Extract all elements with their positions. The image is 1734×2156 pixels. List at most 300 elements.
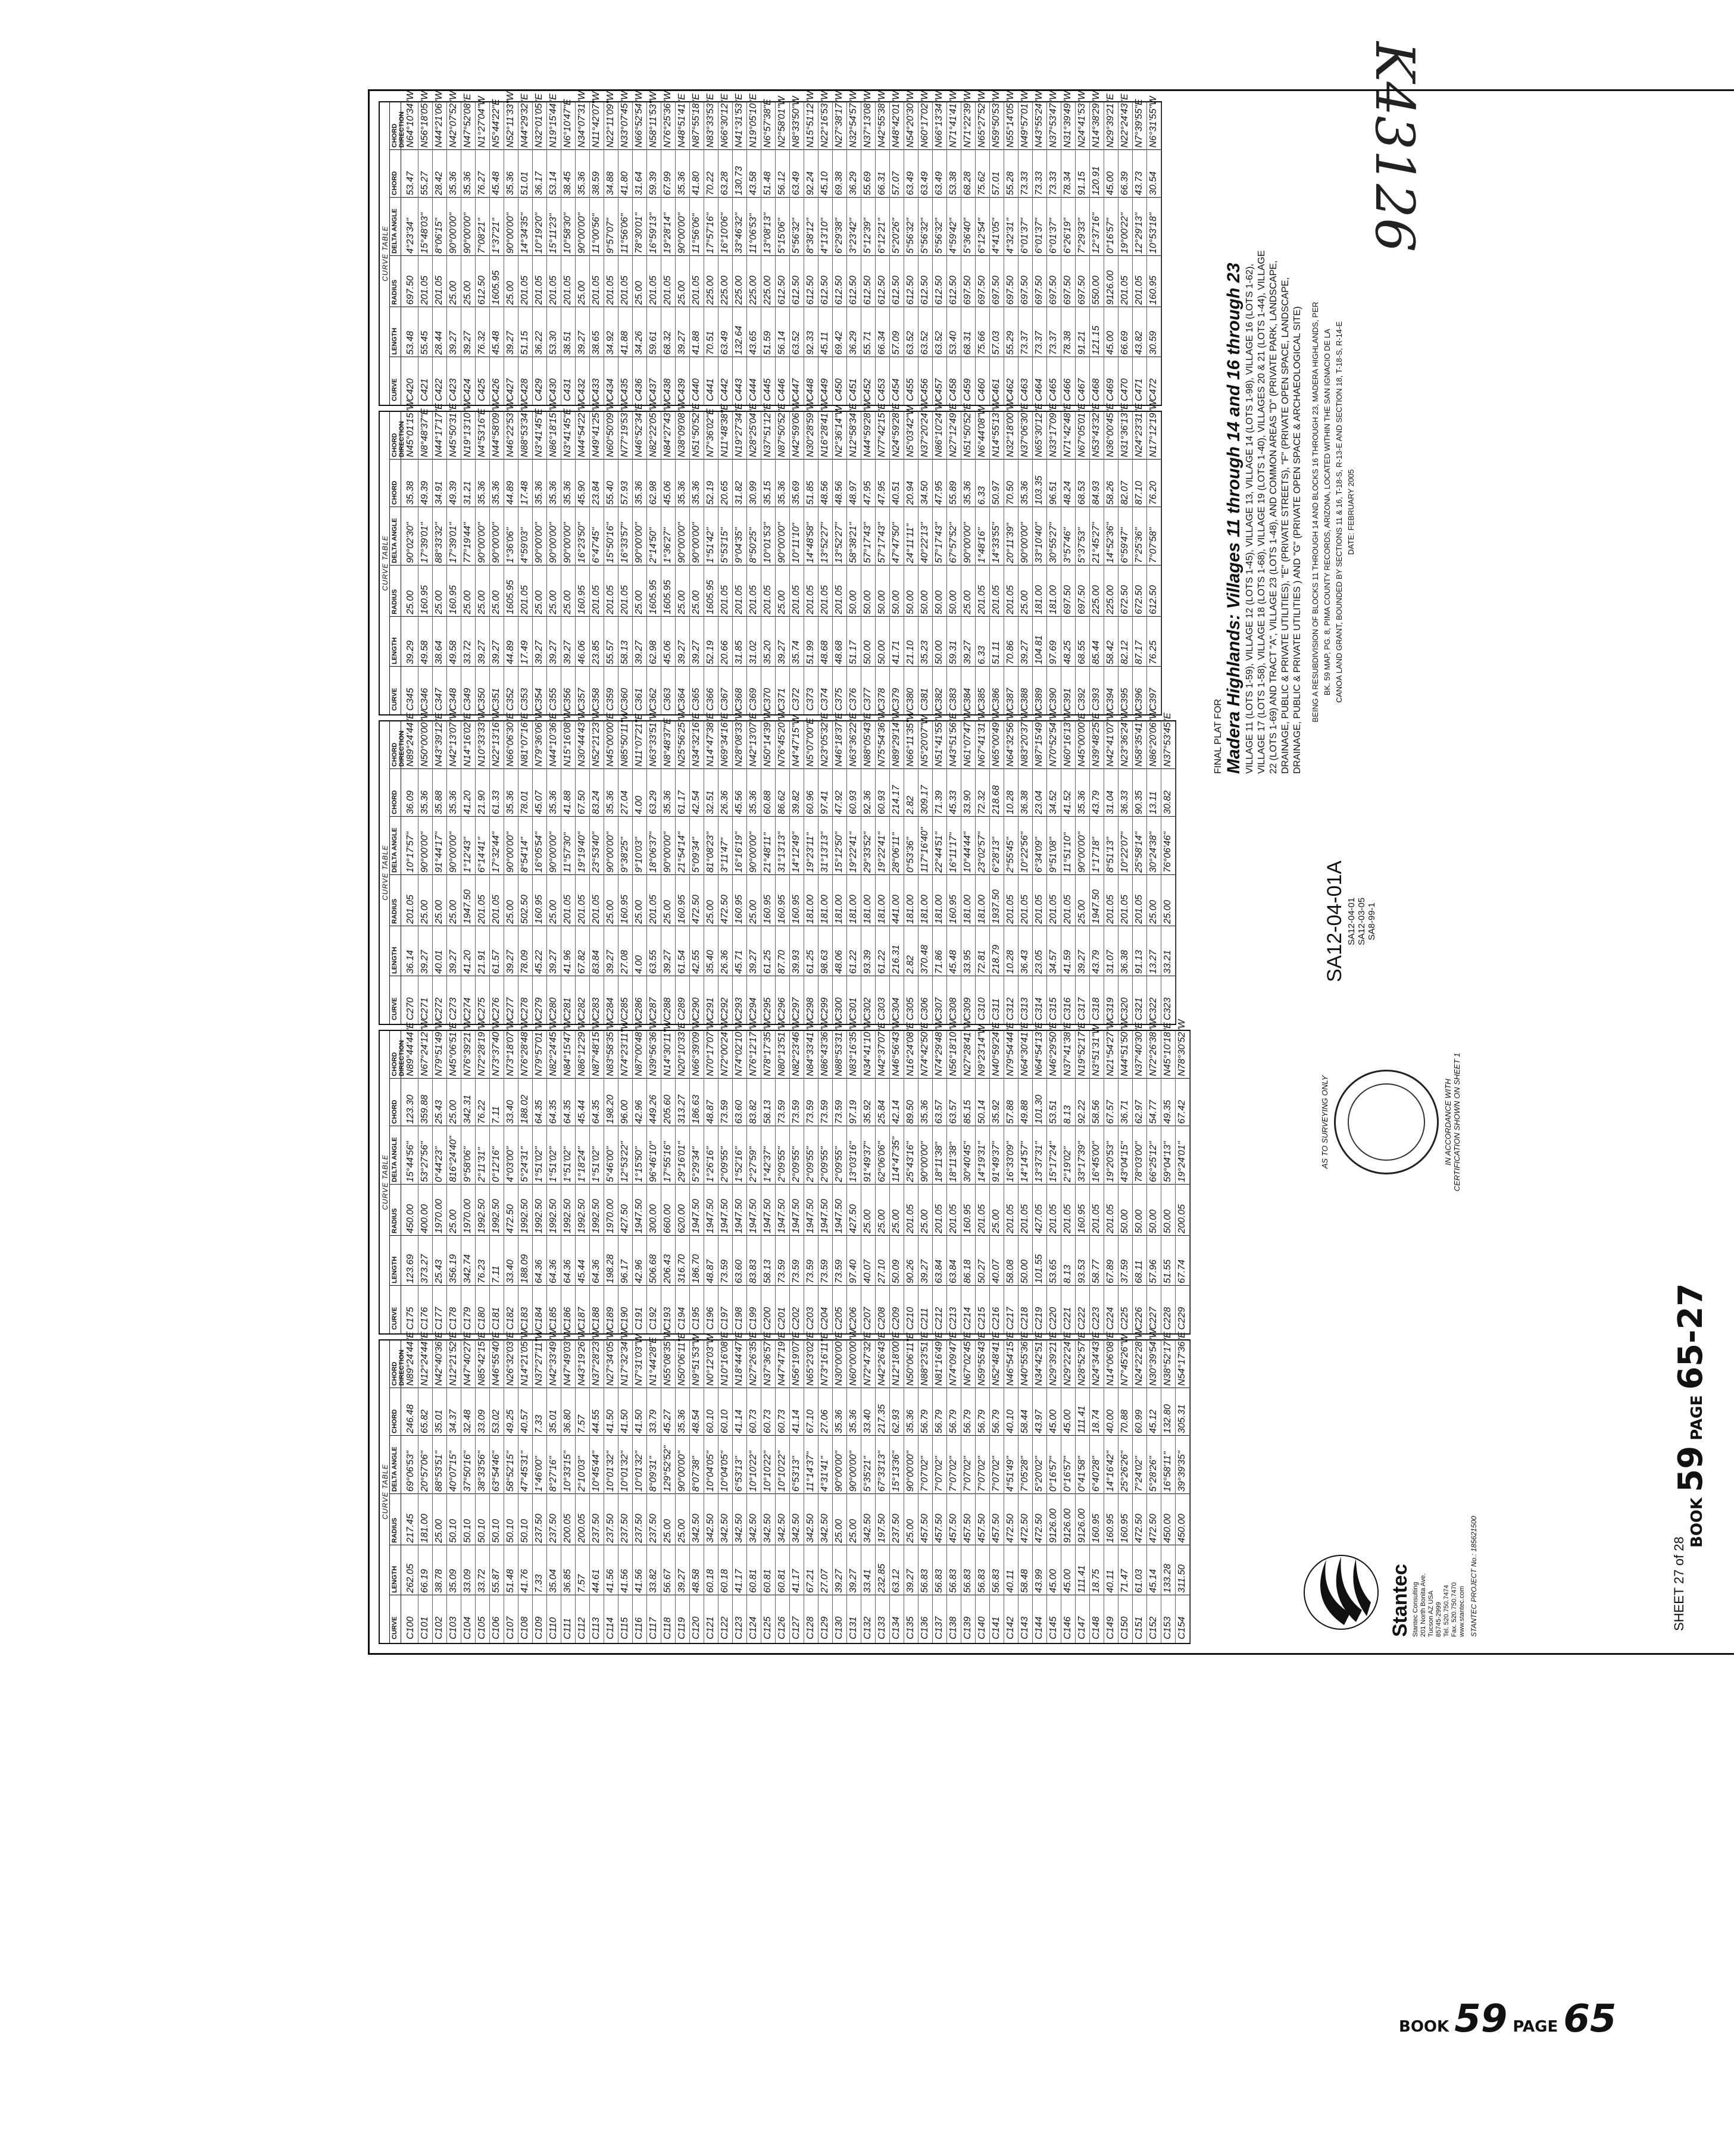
table-cell: 96.17 (620, 1259, 630, 1283)
table-row (1104, 403, 1118, 714)
table-cell: 181.00 (834, 895, 844, 924)
table-cell: 1947.50 (691, 1199, 701, 1233)
table-cell: N78°30'52"W (1177, 1019, 1187, 1076)
table-cell: 62.98 (648, 640, 658, 664)
table-cell: 49.88 (1020, 1099, 1030, 1124)
table-cell: N55°08'35"W (663, 1329, 673, 1386)
table-cell: 60.18 (705, 1568, 716, 1593)
table-cell: 23.85 (591, 640, 601, 664)
table-cell: 78°30'01" (634, 213, 644, 254)
table-row (846, 1019, 861, 1333)
table-cell: N12°21'52"E (448, 1332, 458, 1386)
table-cell: 39.27 (848, 1568, 858, 1593)
table-cell: 6°01'37" (1034, 218, 1044, 254)
column-header: LENGTH (391, 1256, 398, 1283)
table-cell: N79°36'06"W (534, 710, 544, 767)
table-cell: 35.36 (420, 790, 430, 814)
table-cell: 60.10 (720, 1409, 730, 1433)
table-cell: 31.82 (734, 480, 744, 505)
table-cell: 25.43 (434, 1259, 444, 1283)
table-cell: 47°47'50" (891, 522, 901, 563)
table-cell: 7.57 (577, 1574, 587, 1593)
table-cell: N37°13'08"W (863, 90, 873, 148)
table-row (689, 403, 704, 714)
table-cell: 39.27 (834, 1568, 844, 1593)
table-cell: 10°44'44" (963, 832, 973, 873)
table-cell: 78.09 (520, 949, 530, 974)
table-cell: 87.10 (1134, 480, 1144, 505)
table-cell: 11°56'06" (691, 213, 701, 254)
table-cell: 201.05 (1005, 1204, 1016, 1233)
table-row (489, 1019, 504, 1333)
table-cell: 612.50 (1148, 585, 1158, 614)
table-row (875, 710, 890, 1024)
table-cell: 2°27'59" (748, 1146, 758, 1182)
table-cell: C181 (491, 1307, 501, 1330)
table-cell: 67°57'52" (948, 522, 958, 563)
table-cell: 71.47 (1120, 1568, 1130, 1593)
book-page-stamp-side: BOOK 59 PAGE 65-27 (1671, 1283, 1710, 1548)
table-cell: 160.95 (1120, 1514, 1130, 1543)
table-cell: 25.00 (420, 899, 430, 924)
table-cell: N89°29'14"W (891, 710, 901, 767)
table-cell: 697.50 (991, 276, 1001, 305)
table-cell: N71°42'48"E (1063, 403, 1073, 457)
table-cell: 15°11'23" (548, 213, 558, 254)
table-cell: 201.05 (1134, 276, 1144, 305)
table-cell: 55.69 (863, 171, 873, 195)
table-cell: 19°22'41" (848, 832, 858, 873)
table-row (875, 90, 890, 405)
table-cell: 42.96 (634, 1259, 644, 1283)
table-cell: 117°16'40" (920, 827, 930, 873)
table-cell: C429 (534, 378, 544, 401)
table-cell: 37°50'16" (463, 1451, 473, 1492)
table-cell: 38.78 (434, 1568, 444, 1593)
table-cell: 39.27 (448, 949, 458, 974)
table-cell: 6°26'19" (1063, 218, 1073, 254)
table-cell: C104 (463, 1616, 473, 1639)
table-row (775, 1019, 790, 1333)
table-cell: 49.58 (420, 640, 430, 664)
table-cell: 502.50 (520, 895, 530, 924)
table-cell: N65°30'12"E (1034, 403, 1044, 457)
table-row (504, 1019, 518, 1333)
table-cell: 33.82 (648, 1568, 658, 1593)
table-cell: 10°22'07" (1120, 832, 1130, 873)
table-cell: N43°51'56"E (948, 713, 958, 767)
table-cell: N65°00'49"W (991, 710, 1001, 767)
table-cell: 7°07'58" (1148, 527, 1158, 563)
table-row (475, 710, 490, 1024)
table-row (1018, 710, 1033, 1024)
table-cell: 17.49 (520, 640, 530, 664)
table-cell: C349 (463, 688, 473, 711)
table-row (875, 1022, 890, 1333)
table-cell: 25.00 (863, 1209, 873, 1233)
table-cell: N16°28'41"W (820, 400, 830, 457)
table-cell: 4°31'41" (820, 1456, 830, 1492)
table-cell: 63.84 (948, 1259, 958, 1283)
table-cell: N66°13'34"W (934, 90, 944, 148)
table-cell: 201.05 (563, 895, 573, 924)
table-cell: C370 (763, 688, 773, 711)
table-cell: 56.83 (934, 1568, 944, 1593)
table-cell: 62°06'06" (877, 1141, 887, 1182)
table-row (704, 1019, 718, 1333)
table-cell: 201.05 (1063, 895, 1073, 924)
table-cell: C362 (648, 688, 658, 711)
table-row (961, 403, 976, 714)
table-cell: 73.33 (1020, 171, 1030, 195)
table-cell: 457.50 (934, 1514, 944, 1543)
table-cell: N64°10'34"W (405, 90, 415, 148)
table-cell: 41.50 (605, 1409, 616, 1433)
table-cell: N28°52'57"E (1077, 1332, 1087, 1386)
table-cell: C297 (791, 997, 801, 1020)
table-cell: 25.00 (434, 590, 444, 614)
table-cell: 25°58'14" (1134, 832, 1144, 873)
table-cell: 17°39'01" (420, 522, 430, 563)
table-cell: C436 (634, 378, 644, 401)
table-cell: 78.34 (1063, 171, 1073, 195)
table-cell: 85.44 (1091, 640, 1101, 664)
table-cell: N31°36'13"E (1120, 403, 1130, 457)
table-cell: 41.14 (734, 1409, 744, 1433)
seal-caption-line: CERTIFICATION SHOWN ON SHEET 1 (1452, 1052, 1461, 1192)
table-cell: 4°32'31" (1005, 218, 1016, 254)
table-cell: N46°29'50"E (1048, 1022, 1058, 1076)
table-cell: 201.05 (1091, 1204, 1101, 1233)
table-cell: 21.10 (905, 640, 916, 664)
table-cell: 7°05'28" (1020, 1456, 1030, 1492)
table-cell: 76°06'46" (1163, 832, 1173, 873)
table-cell: 201.05 (805, 585, 816, 614)
table-cell: C142 (1005, 1616, 1016, 1639)
table-cell: 201.05 (820, 585, 830, 614)
table-cell: 13.11 (1148, 791, 1158, 814)
table-cell: N44°59'28"W (863, 400, 873, 457)
table-cell: 21.91 (477, 949, 487, 974)
table-cell: C136 (920, 1616, 930, 1639)
table-cell: 1605.95 (505, 580, 515, 614)
table-cell: 25.00 (448, 899, 458, 924)
table-cell: 35.36 (848, 1409, 858, 1433)
table-cell: 101.30 (1034, 1095, 1044, 1124)
table-cell: 237.50 (548, 1514, 558, 1543)
table-cell: 10°10'22" (763, 1451, 773, 1492)
table-row (932, 1332, 947, 1643)
table-cell: 39.29 (405, 640, 415, 664)
table-cell: N27°26'35"E (748, 1332, 758, 1386)
table-row (946, 90, 961, 405)
column-header: DELTA ANGLE (391, 1446, 398, 1492)
table-cell: 45.71 (734, 949, 744, 974)
table-cell: C304 (891, 997, 901, 1020)
project-title: Madera Highlands: Villages 11 through 14 and 16 through 23 (1224, 263, 1244, 774)
table-cell: 11°14'37" (805, 1451, 816, 1492)
table-cell: 73.37 (1034, 330, 1044, 355)
table-cell: 57.01 (991, 171, 1001, 195)
table-cell: 20.66 (720, 640, 730, 664)
table-cell: 262.05 (405, 1564, 415, 1593)
table-cell: C323 (1163, 997, 1173, 1020)
table-row (418, 408, 433, 714)
firm-line: Tucson AZ USA (1427, 1591, 1435, 1637)
table-cell: 55.45 (420, 330, 430, 355)
table-cell: 18.75 (1091, 1568, 1101, 1593)
table-cell: 1°26'16" (705, 1146, 716, 1182)
table-row (589, 1019, 604, 1333)
table-row (1132, 403, 1147, 714)
table-cell: 237.50 (620, 1514, 630, 1543)
table-cell: N46°56'43"W (891, 1019, 901, 1076)
table-cell: 83.82 (748, 1099, 758, 1124)
table-cell: C222 (1077, 1307, 1087, 1330)
table-cell: 201.05 (1034, 895, 1044, 924)
table-cell: 49.35 (1163, 1099, 1173, 1124)
table-cell: 10°10'22" (777, 1451, 787, 1492)
table-cell: N24°59'28"E (891, 403, 901, 457)
table-cell: 13°03'16" (848, 1141, 858, 1182)
table-cell: 43.65 (748, 330, 758, 355)
table-cell: C430 (548, 378, 558, 401)
table-cell: 198.20 (605, 1095, 616, 1124)
table-cell: 40°07'15" (448, 1451, 458, 1492)
table-cell: N39°48'25"E (1091, 713, 1101, 767)
table-cell: 25.00 (563, 590, 573, 614)
table-cell: C443 (734, 378, 744, 401)
table-cell: N4°47'15"W (791, 715, 801, 767)
table-cell: 29°16'01" (677, 1141, 687, 1182)
book-number: 59 (1454, 1997, 1508, 2041)
table-cell: 51.59 (763, 330, 773, 355)
table-cell: N14°06'08"E (1105, 1332, 1116, 1386)
table-cell: C150 (1120, 1616, 1130, 1639)
table-cell: 30.82 (1163, 790, 1173, 814)
table-cell: N37°27'11"W (534, 1330, 544, 1386)
table-cell: 39°39'35" (1177, 1451, 1187, 1492)
table-cell: C283 (591, 997, 601, 1020)
table-row (775, 710, 790, 1024)
table-cell: 33.90 (963, 790, 973, 814)
table-cell: 25.00 (905, 1518, 916, 1543)
table-cell: 472.50 (720, 895, 730, 924)
table-cell: C103 (448, 1616, 458, 1639)
table-cell: 697.50 (1005, 276, 1016, 305)
table-cell: 51.11 (991, 641, 1001, 664)
table-cell: C294 (748, 997, 758, 1020)
table-cell: N14°55'13"W (991, 400, 1001, 457)
table-cell: N43°55'24"W (1034, 90, 1044, 148)
table-cell: 45.48 (948, 949, 958, 974)
table-cell: 98.63 (820, 949, 830, 974)
table-cell: 67°33'13" (877, 1451, 887, 1492)
table-cell: 41.52 (1063, 790, 1073, 814)
table-row (989, 90, 1004, 405)
table-cell: 6°53'13" (734, 1456, 744, 1492)
table-cell: C441 (705, 378, 716, 401)
table-cell: C380 (905, 688, 916, 711)
column-header: RADIUS (391, 279, 398, 305)
table-cell: C384 (963, 688, 973, 711)
table-cell: C389 (1034, 688, 1044, 711)
table-cell: 160.95 (620, 895, 630, 924)
table-cell: C387 (1005, 688, 1016, 711)
table-row (632, 403, 647, 714)
table-cell: C146 (1063, 1616, 1073, 1639)
table-cell: N11°42'07"W (591, 92, 601, 148)
table-cell: 51.55 (1163, 1259, 1173, 1283)
table-cell: 41.88 (563, 790, 573, 814)
table-row (446, 403, 461, 714)
table-cell: 10°17'57" (405, 832, 415, 873)
table-cell: 8°06'15" (434, 218, 444, 254)
table-cell: 201.05 (1120, 895, 1130, 924)
table-cell: N29°39'21"E (1048, 1332, 1058, 1386)
table-cell: C113 (591, 1617, 601, 1639)
table-cell: N82°24'45"W (548, 1019, 558, 1076)
table-cell: C299 (820, 997, 830, 1020)
table-cell: 45.10 (820, 171, 830, 195)
column-header: CHORD (391, 1099, 398, 1124)
table-cell: 612.50 (920, 276, 930, 305)
table-cell: 25.00 (605, 899, 616, 924)
table-row (532, 1330, 547, 1643)
table-cell: 2.82 (905, 795, 916, 814)
table-cell: 63.49 (791, 171, 801, 195)
table-cell: 91°44'17" (434, 832, 444, 873)
table-cell: N74°42'50"E (920, 1022, 930, 1076)
table-cell: C226 (1134, 1307, 1144, 1330)
table-cell: C122 (720, 1616, 730, 1639)
column-header: CHORD DIRECTION (391, 1040, 405, 1076)
table-row (1046, 710, 1061, 1024)
table-cell: 2°09'55" (791, 1146, 801, 1182)
table-cell: 39.27 (505, 949, 515, 974)
table-cell: N89°24'44"E (405, 713, 415, 767)
table-cell: 111.41 (1077, 1565, 1087, 1593)
table-cell: C471 (1134, 378, 1144, 401)
table-cell: 201.05 (605, 585, 616, 614)
table-cell: N33°07'45"W (620, 90, 630, 148)
table-cell: C291 (705, 997, 716, 1020)
table-cell: N37°40'30"E (1134, 1022, 1144, 1076)
table-row (761, 99, 776, 405)
table-cell: 43.58 (748, 171, 758, 195)
table-row (404, 400, 418, 714)
table-cell: 36.09 (405, 790, 415, 814)
table-cell: 1970.00 (605, 1199, 616, 1233)
table-cell: C217 (1005, 1307, 1016, 1330)
table-cell: C316 (1063, 997, 1073, 1020)
table-cell: N76°45'20"W (777, 710, 787, 767)
table-cell: N12°58'34"E (848, 403, 858, 457)
table-cell: C114 (605, 1617, 616, 1639)
table-cell: 56.79 (991, 1409, 1001, 1433)
table-cell: 10°53'18" (1148, 213, 1158, 254)
table-row (718, 93, 733, 405)
table-cell: 92.22 (1077, 1099, 1087, 1124)
table-cell: 33°46'32" (734, 213, 744, 254)
table-row (504, 92, 518, 405)
table-cell: 91°49'37" (991, 1141, 1001, 1182)
table-cell: 697.50 (1077, 585, 1087, 614)
table-cell: C431 (563, 378, 573, 401)
table-cell: C200 (763, 1307, 773, 1330)
table-cell: 449.26 (648, 1095, 658, 1124)
table-cell: 27.04 (620, 790, 630, 814)
curve-table (379, 90, 1162, 406)
table-cell: N85°50'11"W (620, 711, 630, 767)
table-cell: 55.27 (420, 171, 430, 195)
table-cell: C148 (1091, 1616, 1101, 1639)
table-cell: N58°11'53"W (648, 92, 658, 148)
table-cell: N79°51'49"W (434, 1019, 444, 1076)
table-cell: 33.72 (463, 640, 473, 664)
table-cell: C184 (534, 1307, 544, 1330)
table-cell: 33.40 (863, 1409, 873, 1433)
table-cell: 72.32 (977, 790, 987, 814)
table-cell: C453 (877, 378, 887, 401)
table-cell: N72°28'19"W (477, 1019, 487, 1076)
table-cell: 68.28 (963, 171, 973, 195)
table-row (661, 90, 676, 405)
table-cell: N84°27'43"W (663, 400, 673, 457)
table-cell: 53.51 (1048, 1099, 1058, 1124)
table-cell: 65.82 (420, 1409, 430, 1433)
table-row (1075, 90, 1090, 405)
table-cell: C192 (648, 1307, 658, 1330)
table-cell: N27°28'41"W (963, 1019, 973, 1076)
table-cell: 50.10 (520, 1518, 530, 1543)
table-cell: 90°00'00" (534, 522, 544, 563)
table-cell: C345 (405, 688, 415, 711)
table-cell: 31.04 (1105, 790, 1116, 814)
table-cell: 50.00 (948, 590, 958, 614)
table-cell: 56.67 (663, 1568, 673, 1593)
table-cell: 41.80 (691, 171, 701, 195)
table-cell: 50.00 (863, 590, 873, 614)
table-cell: 181.00 (905, 895, 916, 924)
table-cell: 48.87 (705, 1099, 716, 1124)
table-cell: 612.50 (891, 276, 901, 305)
table-cell: 197.50 (877, 1514, 887, 1543)
table-cell: C303 (877, 997, 887, 1020)
table-row (932, 400, 947, 714)
table-cell: 50.00 (920, 590, 930, 614)
table-cell: 57.96 (1148, 1259, 1158, 1283)
table-cell: 18°06'37" (648, 832, 658, 873)
table-cell: 43°04'15" (1120, 1141, 1130, 1182)
table-cell: 12°29'13" (1134, 213, 1144, 254)
table-cell: 6°12'54" (977, 218, 987, 254)
table-cell: N39°56'36"W (648, 1019, 658, 1076)
table-cell: 6°01'37" (1020, 218, 1030, 254)
table-row (604, 400, 618, 714)
table-cell: 35.20 (763, 640, 773, 664)
table-cell: C271 (420, 997, 430, 1020)
table-cell: C102 (434, 1616, 444, 1639)
table-cell: 21°48'11" (763, 832, 773, 873)
table-cell: 89.50 (905, 1099, 916, 1124)
table-cell: 225.00 (748, 276, 758, 305)
table-cell: C199 (748, 1307, 758, 1330)
table-cell: 427.50 (848, 1204, 858, 1233)
table-cell: N84°15'47"W (563, 1019, 573, 1076)
table-cell: N37°28'23"W (591, 1329, 601, 1386)
table-cell: C364 (677, 688, 687, 711)
